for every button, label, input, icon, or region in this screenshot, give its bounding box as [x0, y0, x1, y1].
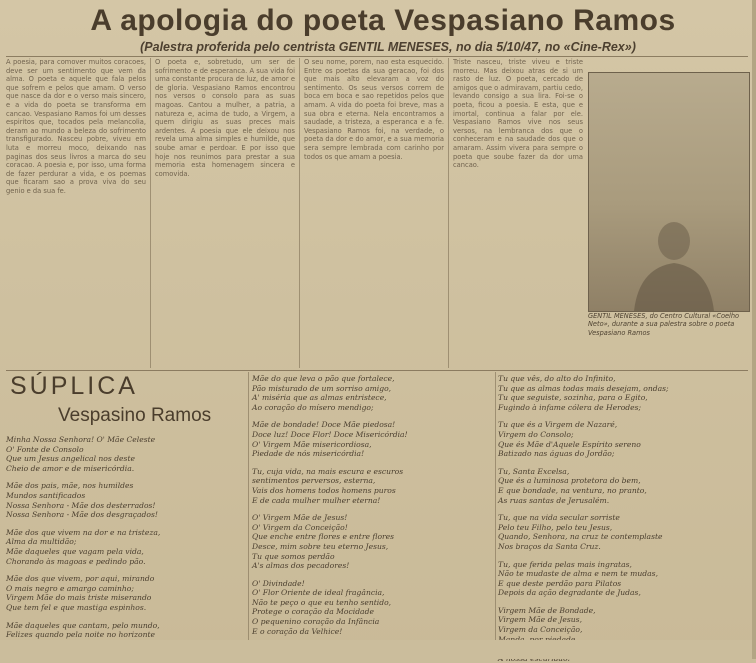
stanza-break	[498, 505, 748, 513]
subheadline: (Palestra proferida pelo centrista GENTIL MENESES, no dia 5/10/47, no «Cine-Rex»)	[140, 40, 636, 54]
poem-line: Que és a luminosa protetora do bem,	[498, 476, 641, 486]
poem-line: Desce, mim sobre teu eterno Jesus,	[252, 541, 389, 551]
poem-column-2	[252, 374, 492, 636]
poem-line: E de cada mulher mulher eterna!	[252, 495, 381, 505]
poem-line: Nossa Senhora - Mãe dos desgraçados!	[6, 510, 158, 520]
column-divider	[248, 372, 249, 640]
poem-line: Mãe daqueles que vagam pela vida,	[6, 546, 144, 556]
poem-line: As ruas santas de Jerusalém.	[498, 495, 610, 505]
stanza-break	[252, 571, 492, 579]
poem-line: Pelo teu Filho, pelo teu Jesus,	[498, 522, 613, 532]
poem-line: Mãe dos que vivem, por aqui, mirando	[6, 574, 155, 584]
poem-line: Tu que vês, do alto do Infinito,	[498, 374, 616, 383]
column-divider	[150, 58, 151, 368]
column-divider	[448, 58, 449, 368]
poem-line: Minha Nossa Senhora! O' Mãe Celeste	[6, 435, 156, 444]
poem-column-3	[498, 374, 748, 663]
poem-line: Nos braços da Santa Cruz.	[498, 541, 601, 551]
poem-line: Piedade de nós misericórdia!	[252, 449, 365, 459]
photo-caption: GENTIL MENESES, do Centro Cultural «Coelho Neto», durante a sua palestra sobre o poeta Vespasiano Ramos	[588, 312, 740, 337]
poem-author: Vespasino Ramos	[58, 405, 212, 426]
stanza-break	[252, 412, 492, 420]
poem-line: O' Divindade!	[252, 578, 305, 588]
poem-column-1	[6, 435, 244, 659]
stanza-break	[252, 459, 492, 467]
poem-line: Ao coração do mísero mendigo;	[252, 402, 374, 412]
poem-line: Fugindo à infame cólera de Herodes;	[498, 402, 642, 412]
poem-line: Virgem Mãe do mais triste miserando	[6, 593, 152, 603]
poem-line: Que enche entre flores e entre flores	[252, 532, 395, 542]
poem-line: O' Flor Oriente de ideal fragância,	[252, 588, 385, 598]
poem-line: Batizado nas águas do Jordão;	[498, 449, 615, 459]
stanza-break	[6, 566, 244, 574]
poem-line: Virgem do Consolo;	[498, 429, 574, 439]
poem-line: O mais negro e amargo caminho;	[6, 583, 134, 593]
poem-line: Virgem Mãe de Bondade,	[498, 605, 596, 615]
poem-line: Tu que seguiste, sozinha, para o Egito,	[498, 393, 648, 403]
poem-line: O' Virgem Mãe de Jesus!	[252, 513, 348, 523]
poem-line: Tu, Santa Excelsa,	[498, 466, 570, 476]
stanza-break	[498, 459, 748, 467]
page-edge	[752, 0, 756, 659]
poem-line: Que tem fel e que mastiga espinhos.	[6, 602, 147, 612]
poem-line: Felizes quando pela noite no horizonte	[6, 630, 156, 640]
poem-line: sentimentos perversos, esterna,	[252, 476, 376, 486]
torn-bottom-edge	[0, 640, 756, 659]
stanza-break	[252, 505, 492, 513]
stanza-break	[6, 613, 244, 621]
poem-line: Mãe daqueles que cantam, pelo mundo,	[6, 620, 160, 630]
poem-line: E o coração da Velhice!	[252, 626, 343, 636]
poem-line: Mundos santificados	[6, 490, 86, 500]
article-column-1: A poesia, para comover muitos coracoes, deve ser um sentimento que vem da alma. O poeta e aquele que fala pelos que sofrem e pelos que amam. O verso que nasce da dor e o verso mais sincero, e a vida do poeta se transforma em cancao. Vespasiano Ramos foi um desses espiritos que, tocados pela melancolia, deram ao mundo a beleza do sofrimento transfigurado. Nasceu pobre, viveu em luta e morreu moco, deixando nas paginas dos seus livros a marca do seu coracao. A poesia e, por isso, uma forma de fazer perdurar a vida, e os poemas que ficaram sao a prova viva do seu genio e da sua fe.	[6, 58, 146, 195]
poem-line: Não te mudaste de alma e nem te mudas,	[498, 569, 658, 579]
speaker-silhouette	[629, 213, 719, 311]
poem-line: Tu que as almas todas mais desejam, ondas;	[498, 383, 669, 393]
poem-line: O pequenino coração da Infância	[252, 617, 380, 627]
poem-line: Protege o coração da Mocidade	[252, 607, 374, 617]
header-divider	[6, 56, 748, 57]
portrait-photo	[588, 72, 750, 312]
poem-line: Mãe do que leva o pão que fortalece,	[252, 374, 395, 383]
stanza-break	[498, 552, 748, 560]
poem-line: Tu, que ferida pelas mais ingratas,	[498, 559, 632, 569]
poem-line: Tu, que na vida secular sorriste	[498, 513, 620, 523]
column-divider	[299, 58, 300, 368]
section-divider	[6, 370, 748, 371]
poem-line: Tu que somos perdão	[252, 551, 335, 561]
article-column-2: O poeta e, sobretudo, um ser de sofrimento e de esperanca. A sua vida foi uma constante procura de luz, de amor e de gloria. Vespasiano Ramos encontrou nos versos o consolo para as suas magoas. Cantou a mulher, a patria, a natureza e, acima de tudo, a Virgem, a quem dirigiu as suas preces mais ardentes. A poesia que ele deixou nos revela uma alma simples e humilde, que soube amar e perdoar. E por isso que hoje nos reunimos para prestar a sua memoria esta homenagem sincera e comovida.	[155, 58, 295, 178]
poem-line: Que um Jesus angelical nos deste	[6, 454, 135, 464]
poem-line: E que bondade, na ventura, no pranto,	[498, 485, 647, 495]
headline: A apologia do poeta Vespasiano Ramos	[90, 4, 676, 37]
poem-line: Quando, Senhora, na cruz te contemplaste	[498, 532, 663, 542]
poem-line: Cheio de amor e de misericórdia.	[6, 463, 135, 473]
poem-line: Pão misturado de um sorriso amigo,	[252, 383, 392, 393]
poem-line: Depois da ação degradante de Judas,	[498, 588, 641, 598]
poem-line: Não te peço o que eu tenho sentido,	[252, 597, 392, 607]
poem-line: A' miséria que as almas entristece,	[252, 393, 387, 403]
poem-line: O' Virgem da Conceição!	[252, 522, 348, 532]
poem-line: Mãe de bondade! Doce Mãe piedosa!	[252, 420, 396, 430]
poem-line: O' Virgem Mãe misericordiosa,	[252, 439, 372, 449]
poem-line: A's almas dos pecadores!	[252, 561, 350, 571]
stanza-break	[6, 473, 244, 481]
stanza-break	[6, 520, 244, 528]
poem-line: Chorando às magoas e pedindo pão.	[6, 556, 146, 566]
article-column-3: O seu nome, porem, nao esta esquecido. Entre os poetas da sua geracao, foi dos que mais alto elevaram a voz do sentimento. Os seus versos correm de boca em boca e sao repetidos pelos que amam. A vida do poeta foi breve, mas a sua obra e eterna. Nela encontramos a saudade, a tristeza, a esperanca e a fe. Vespasiano Ramos foi, na verdade, o poeta da dor e do amor, e a sua memoria sera sempre lembrada com carinho por todos os que amam a poesia.	[304, 58, 444, 161]
poem-line: O' Fonte de Consolo	[6, 444, 84, 454]
poem-line: Que és Mãe d'Aquele Espírito sereno	[498, 439, 641, 449]
poem-line: Tu, cuja vida, na mais escura e escuros	[252, 466, 404, 476]
article-column-4: Triste nasceu, triste viveu e triste morreu. Mas deixou atras de si um rasto de luz. O poeta, cercado de amigos que o admiravam, partiu cedo, levando consigo a sua lira. Foi-se o poeta, ficou a poesia. E esta, que e imortal, continua a falar por ele. Vespasiano Ramos vive nos seus versos, na lembranca dos que o conheceram e na saudade dos que o amaram. Assim vivera para sempre o poeta que soube fazer da dor uma cancao.	[453, 58, 583, 170]
poem-line: Mãe dos que vivem na dor e na tristeza,	[6, 527, 161, 537]
poem-line: Alma da multidão;	[6, 537, 77, 547]
poem-line: Virgem da Conceição,	[498, 625, 583, 635]
column-divider	[495, 372, 496, 640]
poem-line: Vais dos homens todos homens puros	[252, 485, 396, 495]
poem-line: Nossa Senhora - Mãe dos desterrados!	[6, 500, 156, 510]
poem-line: Mãe dos pais, mãe, nos humildes	[6, 481, 134, 491]
poem-line: Tu que és a Virgem de Nazaré,	[498, 420, 618, 430]
poem-line: Doce luz! Doce Flor! Doce Misericórdia!	[252, 429, 408, 439]
stanza-break	[498, 598, 748, 606]
stanza-break	[498, 412, 748, 420]
poem-title: SÚPLICA	[10, 372, 138, 400]
poem-line: E que deste perdão para Pilatos	[498, 578, 622, 588]
poem-line: Virgem Mãe de Jesus,	[498, 615, 582, 625]
